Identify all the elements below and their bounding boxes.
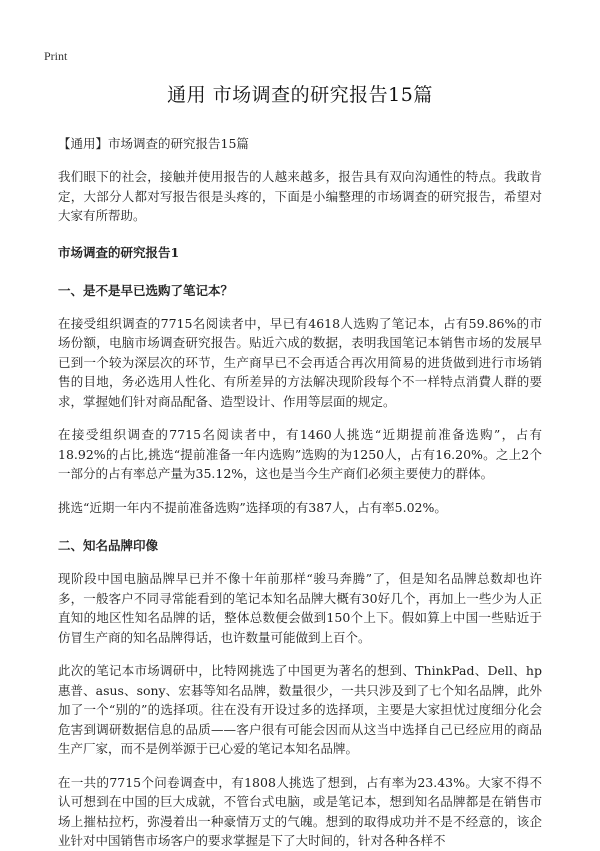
paragraph-6: 在一共的7715个问卷调查中，有1808人挑选了想到，占有率为23.43%。大家不得不认可想到在中国的巨大成就，不管台式电脑，或是笔记本，想到知名品牌都是在销售市场上摧枯拉朽，弥漫着出一种豪情万丈的气魄。想到的取得成功并不是不经意的，该企业针对中国销售市场客户的要求掌握是下了大时间的，针对各种各样不 — [58, 774, 542, 848]
heading-brand-impression: 二、知名品牌印像 — [58, 538, 159, 553]
section-title: 市场调查的研究报告1 — [58, 244, 180, 260]
intro-paragraph: 我们眼下的社会，接触并使用报告的人越来越多，报告具有双向沟通性的特点。我敢肯定，大部分人都对写报告很是头疼的，下面是小编整理的市场调查的研究报告，希望对大家有所帮助。 — [58, 169, 542, 223]
print-link[interactable]: Print — [44, 49, 68, 63]
paragraph-2: 在接受组织调查的7715名阅读者中，有1460人挑选“近期提前准备选购”，占有18.92%的占比,挑选“提前准备一年内选购”选购的为1250人，占有16.20%。之上2个一部分的占有率总产量为35.12%，这也是当今生产商们必须主要使力的群体。 — [58, 427, 542, 481]
page-title: 通用 市场调查的研究报告15篇 — [167, 84, 433, 106]
document-subtitle: 【通用】市场调查的研究报告15篇 — [58, 136, 249, 151]
paragraph-5: 此次的笔记本市场调研中，比特网挑选了中国更为著名的想到、ThinkPad、Dell、hp惠普、asus、sony、宏碁等知名品牌，数量很少，一共只涉及到了七个知名品牌，此外加了一个“别的”的选择项。往在没有开设过多的选择项，主要是大家担忧过度细分化会危害到调研数据信息的品质——客户很有可能会因而从这当中选择自己已经应用的商品生产厂家，而不是例举源于已心爱的笔记本知名品牌。 — [58, 663, 542, 756]
paragraph-1: 在接受组织调查的7715名阅读者中，早已有4618人选购了笔记本，占有59.86%的市场份额，电脑市场调查研究报告。贴近六成的数据，表明我国笔记本销售市场的发展早已到一个较为深层次的环节，生产商早已不会再适合再次用简易的进货做到进行市场销售的目地，务必选用人性化、有所差异的方法解决现阶段每个不一样特点消費人群的要求，掌握她们针对商品配备、造型设计、作用等层面的规定。 — [58, 315, 542, 409]
heading-purchased: 一、是不是早已选购了笔记本？ — [58, 282, 234, 298]
paragraph-3: 挑选“近期一年内不提前准备选购”选择项的有387人，占有率5.02%。 — [58, 499, 447, 515]
paragraph-4: 现阶段中国电脑品牌早已并不像十年前那样“骏马奔腾”了，但是知名品牌总数却也许多，一般客户不同寻常能看到的笔记本知名品牌大概有30好几个，再加上一些少为人正直知的地区性知名品牌的话，整体总数便会做到150个上下。假如算上中国一些贴近于仿冒生产商的知名品牌得话，也许数量可能做到上百个。 — [58, 571, 542, 645]
